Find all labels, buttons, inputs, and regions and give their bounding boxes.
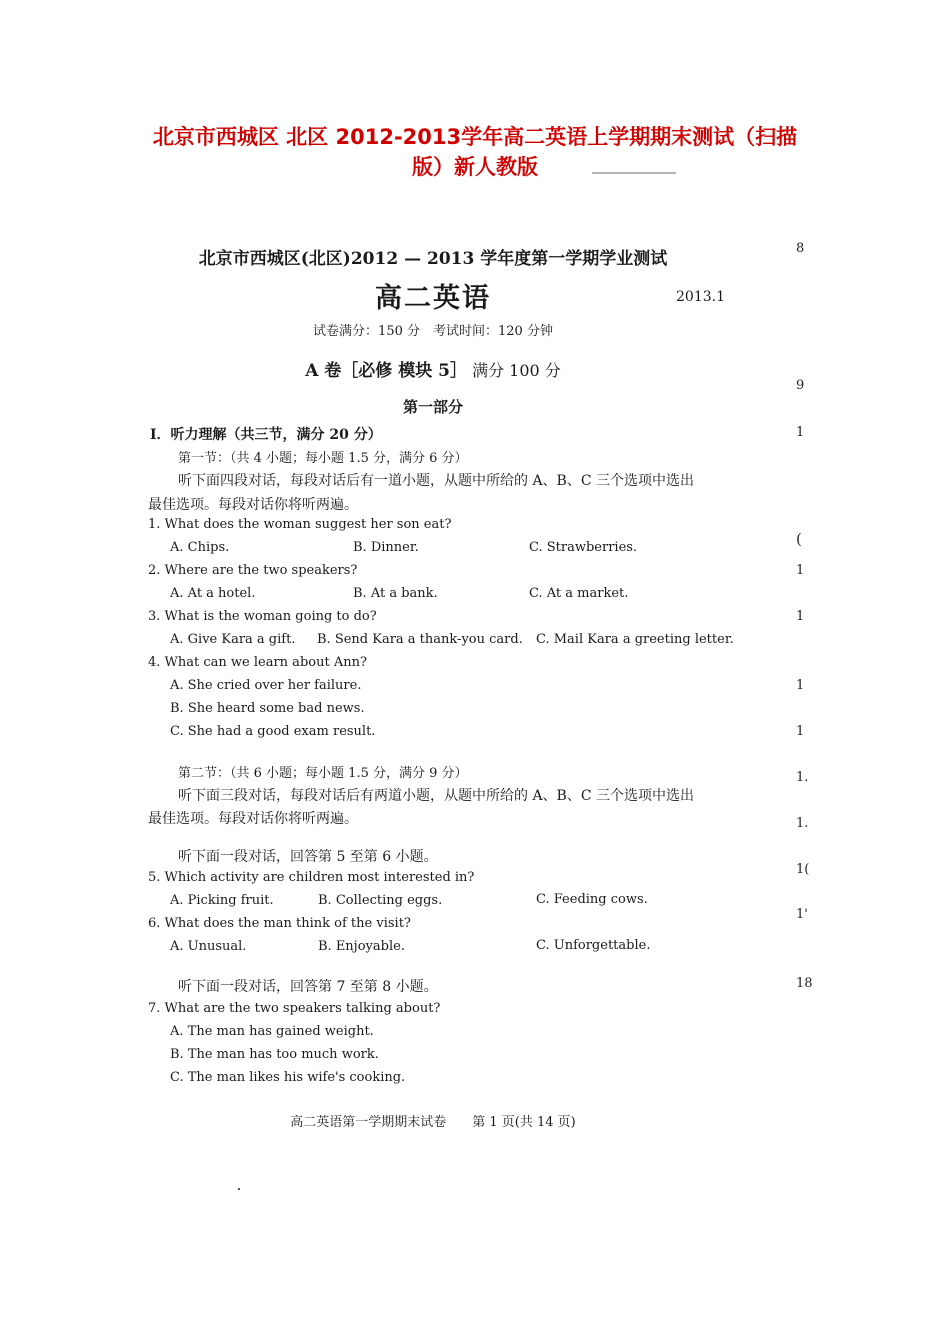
subsection-2-instructions-line-2: 最佳选项。每段对话你将听两遍。 xyxy=(148,811,358,827)
question-3-option-c: C. Mail Kara a greeting letter. xyxy=(536,632,734,647)
question-3-option-a: A. Give Kara a gift. xyxy=(170,632,296,647)
subsection-2-instructions-line-1: 听下面三段对话，每段对话后有两道小题，从题中所给的 A、B、C 三个选项中选出 xyxy=(178,788,695,804)
edge-mark: 8 xyxy=(796,241,805,256)
question-1-option-a: A. Chips. xyxy=(170,540,230,555)
question-4-option-c: C. She had a good exam result. xyxy=(170,724,376,739)
document-title-line-1: 北京市西城区 北区 2012-2013学年高二英语上学期期末测试（扫描 xyxy=(152,125,798,149)
question-6-option-b: B. Enjoyable. xyxy=(318,939,405,954)
question-6-option-c: C. Unforgettable. xyxy=(536,938,651,953)
volume-score: 满分 100 分 xyxy=(472,361,561,380)
edge-mark: 1( xyxy=(796,862,810,877)
edge-mark: 1' xyxy=(796,907,808,922)
subject-title: 高二英语 xyxy=(375,283,491,314)
edge-mark: 1 xyxy=(796,609,805,624)
question-7-stem: 7. What are the two speakers talking about? xyxy=(148,1001,441,1016)
edge-mark: 1 xyxy=(796,678,805,693)
volume-label: A 卷［必修 模块 5］ xyxy=(305,361,467,381)
edge-mark: 1 xyxy=(796,724,805,739)
exam-header: 北京市西城区(北区)2012 — 2013 学年度第一学期学业测试 xyxy=(198,249,668,269)
edge-mark: 1. xyxy=(796,816,809,831)
scan-smudge xyxy=(592,172,676,174)
subsection-1-heading: 第一节：（共 4 小题；每小题 1.5 分，满分 6 分） xyxy=(178,451,468,466)
part-title: 第一部分 xyxy=(402,398,463,416)
question-6-option-a: A. Unusual. xyxy=(170,939,247,954)
question-2-option-a: A. At a hotel. xyxy=(170,586,256,601)
question-2-option-b: B. At a bank. xyxy=(353,586,438,601)
edge-mark: 1 xyxy=(796,563,805,578)
question-2-option-c: C. At a market. xyxy=(529,586,629,601)
question-3-option-b: B. Send Kara a thank-you card. xyxy=(317,632,523,647)
edge-mark: 9 xyxy=(796,378,805,393)
edge-mark: 18 xyxy=(796,976,813,991)
question-5-option-c: C. Feeding cows. xyxy=(536,892,648,907)
question-7-option-c: C. The man likes his wife's cooking. xyxy=(170,1070,406,1085)
dialog-7-8-instruction: 听下面一段对话，回答第 7 至第 8 小题。 xyxy=(178,979,438,995)
question-1-option-c: C. Strawberries. xyxy=(529,540,638,555)
question-4-option-b: B. She heard some bad news. xyxy=(170,701,365,716)
question-1-stem: 1. What does the woman suggest her son eat? xyxy=(148,517,452,532)
subsection-2-heading: 第二节：（共 6 小题；每小题 1.5 分，满分 9 分） xyxy=(178,766,468,781)
question-5-option-b: B. Collecting eggs. xyxy=(318,893,443,908)
subsection-1-instructions-line-1: 听下面四段对话，每段对话后有一道小题，从题中所给的 A、B、C 三个选项中选出 xyxy=(178,473,695,489)
scan-speck xyxy=(238,1188,240,1190)
question-4-stem: 4. What can we learn about Ann? xyxy=(148,655,367,670)
question-7-option-b: B. The man has too much work. xyxy=(170,1047,379,1062)
question-4-option-a: A. She cried over her failure. xyxy=(170,678,362,693)
question-1-option-b: B. Dinner. xyxy=(353,540,419,555)
volume-heading xyxy=(0,356,866,381)
question-2-stem: 2. Where are the two speakers? xyxy=(148,563,358,578)
question-3-stem: 3. What is the woman going to do? xyxy=(148,609,377,624)
dialog-5-6-instruction: 听下面一段对话，回答第 5 至第 6 小题。 xyxy=(178,849,438,865)
question-5-stem: 5. Which activity are children most interested in? xyxy=(148,870,475,885)
question-6-stem: 6. What does the man think of the visit? xyxy=(148,916,411,931)
edge-mark: 1 xyxy=(796,425,805,440)
document-title-line-2: 版）新人教版 xyxy=(412,155,538,179)
subsection-1-instructions-line-2: 最佳选项。每段对话你将听两遍。 xyxy=(148,497,358,513)
section-title: I．听力理解（共三节，满分 20 分） xyxy=(150,427,382,443)
edge-mark: ( xyxy=(796,530,802,548)
document-title xyxy=(130,122,820,182)
score-and-time: 试卷满分：150 分 考试时间：120 分钟 xyxy=(313,324,553,339)
page-footer: 高二英语第一学期期末试卷 第 1 页(共 14 页) xyxy=(290,1115,576,1130)
question-7-option-a: A. The man has gained weight. xyxy=(170,1024,374,1039)
exam-date: 2013.1 xyxy=(676,289,725,305)
edge-mark: 1. xyxy=(796,770,809,785)
question-5-option-a: A. Picking fruit. xyxy=(170,893,274,908)
